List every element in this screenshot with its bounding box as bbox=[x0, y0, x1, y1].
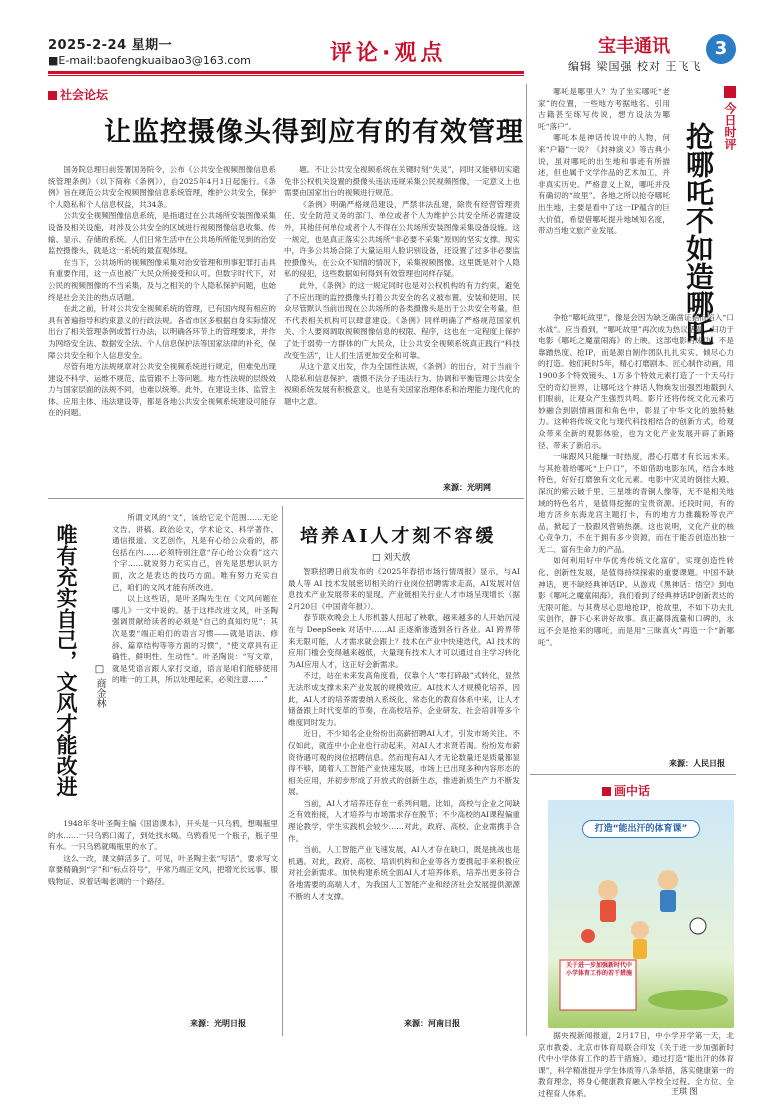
paragraph: 智联招聘日前发布的《2025年春招市场行情周报》显示，与AI最人等 AI 技术发展密切相关的行业岗位招聘需求走高，AI发展对信息技术产业发展带来的显现，产业链相关行业人才市场呈现增长（据2月20日《中国青年报》）。 bbox=[288, 567, 520, 611]
cartoon-author: 王琪 图 bbox=[668, 1086, 698, 1097]
article1-source: 来源：光明网 bbox=[440, 482, 491, 493]
cartoon-board-text: 关于进一步加强新时代中小学体育工作的若干措施 bbox=[565, 962, 632, 977]
paragraph: 此外，《条例》的这一规定同时也是对公权机构的有力约束，避免了不应出现的监控摄像头打着公共安全的名义被布置、安装和使用。民众尽管默认当前出现在公共场所的各类摄像头是出于公共安全考量，但不代表相关机构可以肆意建设。《条例》同样明确了严格规范国家机关、个人要阅调取视频图像信息的权限、程序，这也在一定程度上保护了处于弱势一方群体的广大民众，让公共安全视频系统真正践行“科技改变生活”，让人们生活更加安全和可靠。 bbox=[284, 280, 520, 360]
child-body-icon bbox=[660, 890, 676, 912]
cartoon-image bbox=[548, 800, 734, 1028]
right-column-title: 抢哪吒不如造哪吒 bbox=[682, 122, 715, 346]
editors-line: 编辑 梁国强 校对 王飞飞 bbox=[568, 60, 702, 73]
header-rule bbox=[48, 71, 524, 74]
article1-col2 bbox=[284, 164, 520, 494]
paragraph: 据央视新闻报道，2月17日，中小学开学第一天，北京市教委、北京市体育局联合印发《关于进一步加强新时代中小学体育工作的若干措施》，通过打造“能出汗的体育课”，科学精准提升学生体质等八条举措，落实健康第一的教育理念，将身心健康教育融入学校全过程、全方位、全过程育人体系。 bbox=[538, 1031, 734, 1098]
column-divider bbox=[282, 506, 283, 1036]
article1-title: 让监控摄像头得到应有的有效管理 bbox=[104, 117, 524, 148]
paragraph: 不过，站在未来发高角度看，仅靠个人“零打碎敲”式转化，显然无法形成支撑未来产业发展的规模效应。AI技术人才规模化培养，因此，AI人才的培养需要纳入系统化、常态化的教育体系中来，让人才储备跟上时代变革的节奏，在高校培养、企业研发、社会培训等多个维度同时发力。 bbox=[288, 671, 520, 727]
tag-square-icon bbox=[602, 787, 611, 796]
column-divider bbox=[526, 84, 527, 784]
email: ■E-mail:baofengkuaibao3@163.com bbox=[48, 54, 251, 67]
grass-shape bbox=[648, 990, 728, 1010]
page-number-badge: 3 bbox=[706, 34, 736, 64]
left-article-author: □ 商金林 bbox=[94, 664, 105, 709]
paragraph: 1948年冬叶圣陶主编《国语课本》，开头是一只乌鸦，想喝瓶里的水……一只乌鸦口渴了，到处找水喝。乌鸦看见一个瓶子，瓶子里有水。一只乌鸦就喝瓶里的水了。 bbox=[48, 819, 278, 852]
paragraph: 春节联欢晚会上人形机器人扭起了秧歌，越来越多的人开始沉浸在与 DeepSeek 对话中……AI 正逐渐渗透到各行各业。AI 跨界带来无限可能，人才需求就会跟上？技术在产业中快速迭代，AI 技术的应用门槛会变得越来越低，大量现有技术人才可以通过自主学习转化为AI应用人才，这正好会新需求。 bbox=[288, 613, 520, 669]
divider bbox=[530, 774, 736, 775]
cartoon-caption bbox=[538, 1030, 734, 1098]
child-head-icon bbox=[631, 921, 649, 939]
paragraph: 这么一改，课文鲜活多了。可见，叶圣陶主张“写话”，要求写文章要精确到“字”和“标点符号”，平常乃端正文风，把增光长远事、服贱物证、说着话喝老调的一个路径。 bbox=[48, 853, 278, 886]
tag-square-icon bbox=[724, 86, 736, 98]
paragraph: 近日，不少知名企业纷纷出高薪招聘AI人才，引发市场关注。不仅如此，就连中小企业也行动起来，对AI人才求贤若渴。纷纷发布薪资待遇可观的岗位招聘信息。然而现有AI人才无论数量还是质量都显得不够，随着人工智能产业快速发展，市场上已出现多种内容形态的相关应用，并初步形成了开放式的创新生态，推进新质生产力不断发展。 bbox=[288, 729, 520, 797]
mid-article-body bbox=[288, 566, 520, 1018]
left-article-source: 来源：光明日报 bbox=[190, 1019, 246, 1028]
cartoon-banner: 打造“能出汗的体育课” bbox=[582, 820, 700, 838]
paragraph: 公共安全视频图像信息系统，是指通过在公共场所安装图像采集设备及相关设施，对涉及公共安全的区域进行视频图像信息收集、传输、显示、存储的系统。人们日常生活中在公共场所所能见到的治安监控摄像头，就是这一系统的最直观体现。 bbox=[48, 211, 276, 256]
ball-icon bbox=[581, 929, 595, 943]
child-body-icon bbox=[633, 939, 647, 959]
paragraph: 所谓文风的“文”，该给它定个范围……无论文告、讲稿、政治论文，学术论文、科学著作、通信报道、文艺创作，凡是有心给公众看的，都包括在内……必须特别注意“存心给公众看”这六个字……就说努力充实自己，首先是思想认识方面，次之是表达的技巧方面。唯有努力充实自己，咱们的文风才能有所改进。 bbox=[112, 513, 278, 592]
child-head-icon bbox=[598, 880, 618, 900]
cartoon-illustration bbox=[548, 840, 734, 1028]
tag-social-forum bbox=[48, 86, 108, 103]
left-article-top bbox=[112, 512, 278, 812]
paragraph: 争抢“哪吒故里”，像是会因为缺乏确凿证据而陷入“口水战”。应当看到，“哪吒故里”再次成为热议话题，归功于电影《哪吒之魔童闹海》的上映。这部电影的成功，不是靠蹭热度、抢IP，而是源自制作团队扎扎实实、倾尽心力的打造。他们耗时5年，精心打磨剧本、匠心制作动画，用1900多个特效镜头、1万多个特效元素打造了一个天马行空的奇幻世界，让哪吒这个神话人物焕发出强烈地戳到人们眼前，让观众产生强烈共鸣。影片还将传统文化元素巧妙融合到剧情画面和角色中，彰显了中华文化的独特魅力。这种将传统文化与现代科技相结合的创新方式，给观众带来全新的观影体验，也为文化产业发展开辟了新路径、带来了新启示。 bbox=[538, 313, 734, 450]
paragraph: 哪吒本是神话传说中的人物，何来“户籍”一说？《封神演义》等古典小说，虽对哪吒的出生地和事迹有所描述，但也属于文学作品的艺术加工，并非真实历史。严格意义上说，哪吒并没有确切的“故里”。各地之所以抢夺哪吒出生地，主要是看中了这一IP蕴含的巨大价值，希望借哪吒提升地域知名度，带动当地文旅产业发展。 bbox=[538, 133, 670, 236]
tag-label: 画中话 bbox=[614, 784, 651, 798]
tag-label: 社会论坛 bbox=[60, 88, 109, 102]
tag-today-comment: 今日时评 bbox=[723, 102, 737, 150]
right-source: 来源：人民日报 bbox=[666, 758, 725, 769]
paragraph: 尽管有地方法规规章对公共安全视频系统进行规定，但难免出现建设不科学、运维不规范、监管跟不上等问题。地方性法规的层级效力与国家层面的法规不同，也难以统筹。此外，在建设主体、监管主体、应用主体、违法建设等，都是各地公共安全视频系统建设可能存在的问题。 bbox=[48, 362, 276, 418]
paragraph: 当前，人工智能产业飞速发展，AI人才存在缺口，既是挑战也是机遇。对此，政府、高校、培训机构和企业等各方要携起手来积极应对社会新需求。加快构建系统全面AI人才培养体系，培养出更多符合各地需要的高端人才，为我国人工智能产业和经济社会发展提供源源不断的人才支撑。 bbox=[288, 845, 520, 901]
author-name: 商金林 bbox=[94, 678, 105, 709]
column-divider bbox=[526, 784, 527, 1036]
tag-cartoon bbox=[602, 782, 650, 799]
divider bbox=[48, 498, 524, 499]
paragraph: 以上这些话，是叶圣陶先生在《文风问题在哪儿》一文中说的。基于这样改进文风，叶圣陶强调贯献给读者的必须是“自己的真知灼见”；其次是要“端正咱们的语言习惯——就是语法、修辞、篇章结构等等方面的习惯”，“使文章具有正确性、鲜明性、生动性”。叶圣陶说：“写文章，就是凭语言跟人家打交道，语言是咱们能够使用的唯一的工具，所以处理起来，必须注意……” bbox=[112, 594, 278, 685]
paragraph: 在当下，公共场所的视频图像采集对治安管理和刑事犯罪打击具有重要作用，这一点也被广大民众所接受和认可。但数字时代下，对公民的视频图像的不当采集，及与之相关的个人隐私保护问题，也始终是社会关注的热点话题。 bbox=[48, 257, 276, 302]
paragraph: 哪吒是哪里人？为了坐实哪吒“老家”的位置，一些地方考据地名、引用古籍甚至练写传说，想方设法为哪吒“落户”。 bbox=[538, 87, 670, 131]
right-col-top bbox=[538, 86, 670, 308]
child-body-icon bbox=[600, 900, 616, 922]
paragraph: 在此之前，针对公共安全视频系统的管理，已有国内现有相应的具有普遍指导和约束意义的行政法规。各省市区多根据自身实际情况出台了相关管理条例或暂行办法，以明确各环节上的管理要求，并作为网络安全法、数据安全法、个人信息保护法等国家法律的补充，保障公共安全和个人信息安全。 bbox=[48, 304, 276, 360]
mid-article-source: 来源：河南日报 bbox=[404, 1019, 460, 1028]
email-text: E-mail:baofengkuaibao3@163.com bbox=[58, 54, 251, 67]
mid-article-author: □ 刘天放 bbox=[372, 553, 411, 563]
left-article-bottom bbox=[48, 818, 278, 1016]
tag-square-icon bbox=[48, 91, 57, 100]
paragraph: 当前，AI人才培养还存在一系列问题。比如，高校与企业之间缺乏有效衔接，人才培养与市场需求存在脱节；不少高校的AI课程偏重理论教学，学生实践机会较少……对此，政府、高校、企业需携手合作。 bbox=[288, 798, 520, 843]
author-name: 刘天放 bbox=[383, 553, 411, 563]
paragraph: 一味跟风只能赚一时热度，潜心打磨才有长远未来。与其抢着给哪吒“上户口”，不如借助电影东风，结合本地特色，好好打磨独有文化元素。电影中灾灵的倒挂大殿、深沉的紫云破千里、三星堆的青铜人像等，无不是相关地域的特色名片，是值得挖掘的宝贵资源。还段时间，有的地方济乡东海龙宫主题打卡，有的地方力推藕粉等农产品，掀起了一股跟风营销热潮。这也说明，文化产业的核心竞争力，不在于拥有多少资源，而在于能否创造出独一无二、富有生命力的产品。 bbox=[538, 452, 734, 554]
mid-article-title: 培养AI人才刻不容缓 bbox=[300, 526, 497, 547]
issue-date: 2025-2-24 星期一 bbox=[48, 38, 173, 53]
left-article-title: 唯有充实自己，文风才能改进 bbox=[54, 524, 79, 797]
paragraph: 如何利用好中华优秀传统文化富矿，实现创造性转化、创新性发展，是值得持续探索的重要课题。中国不缺神话，更不缺经典神话IP。从游戏《黑神话：悟空》到电影《哪吒之魔童闹海》，我们看到了经典神话IP创新表达的无限可能。与其费尽心思地抢IP，抢故里，不如下功夫扎实创作，静下心来讲好故事。真正赢得流量和口碑的，永远不会是抢来的哪吒，而是用“三昧真火”再造一个“新哪吒”。 bbox=[538, 556, 734, 647]
paragraph: 《条例》明确严格规范建设，严禁非法乱建，除贵有经营管理责任、安全防范义务的部门、单位或者个人为维护公共安全所必需建设外，其他任何单位或者个人不得在公共场所安装图像采集设备设施。这一规定，也是真正落实公共场所“非必要不采集”原则的坚实支撑。现实中，许多公共场合除了大量运用人脸识别设备，还设置了过多非必要监控摄像头，在公众不知情的情况下，采集视频图像。这里既是对个人隐私的侵犯，这些数据如何得到有效管理也同样存疑。 bbox=[284, 199, 520, 279]
article1-col1 bbox=[48, 164, 276, 494]
right-col-body bbox=[538, 312, 734, 768]
section-title: 评论·观点 bbox=[330, 41, 447, 66]
child-head-icon bbox=[658, 870, 678, 890]
ball-icon bbox=[690, 918, 706, 934]
paragraph: 从这个意义出发，作为全国性法规，《条例》的出台，对于当前个人隐私和信息保护、震慑不法分子违法行为、协调和平衡管理公共安全视频系统发展有积极意义，也是有关国家治理体系和治理能力现代化的题中之意。 bbox=[284, 362, 520, 406]
header-rule-thin bbox=[48, 75, 524, 76]
paper-logo: 宝丰通讯 bbox=[598, 36, 670, 57]
paragraph: 国务院总理日前签署国务院令，公布《公共安全视频图像信息系统管理条例》（以下简称《条例》），自2025年4月1日起施行。《条例》旨在规范公共安全视频图像信息系统管理，维护公共安全，保护个人隐私和个人信息权益，共34条。 bbox=[48, 165, 276, 209]
paragraph: 题。不让公共安全视频系统在关键时刻“失灵”，同时又能够切实避免非公权机关设置的摄像头违法违规采集公民视频图像，一定意义上也需要由国家出台的视频进行规范。 bbox=[284, 165, 520, 198]
